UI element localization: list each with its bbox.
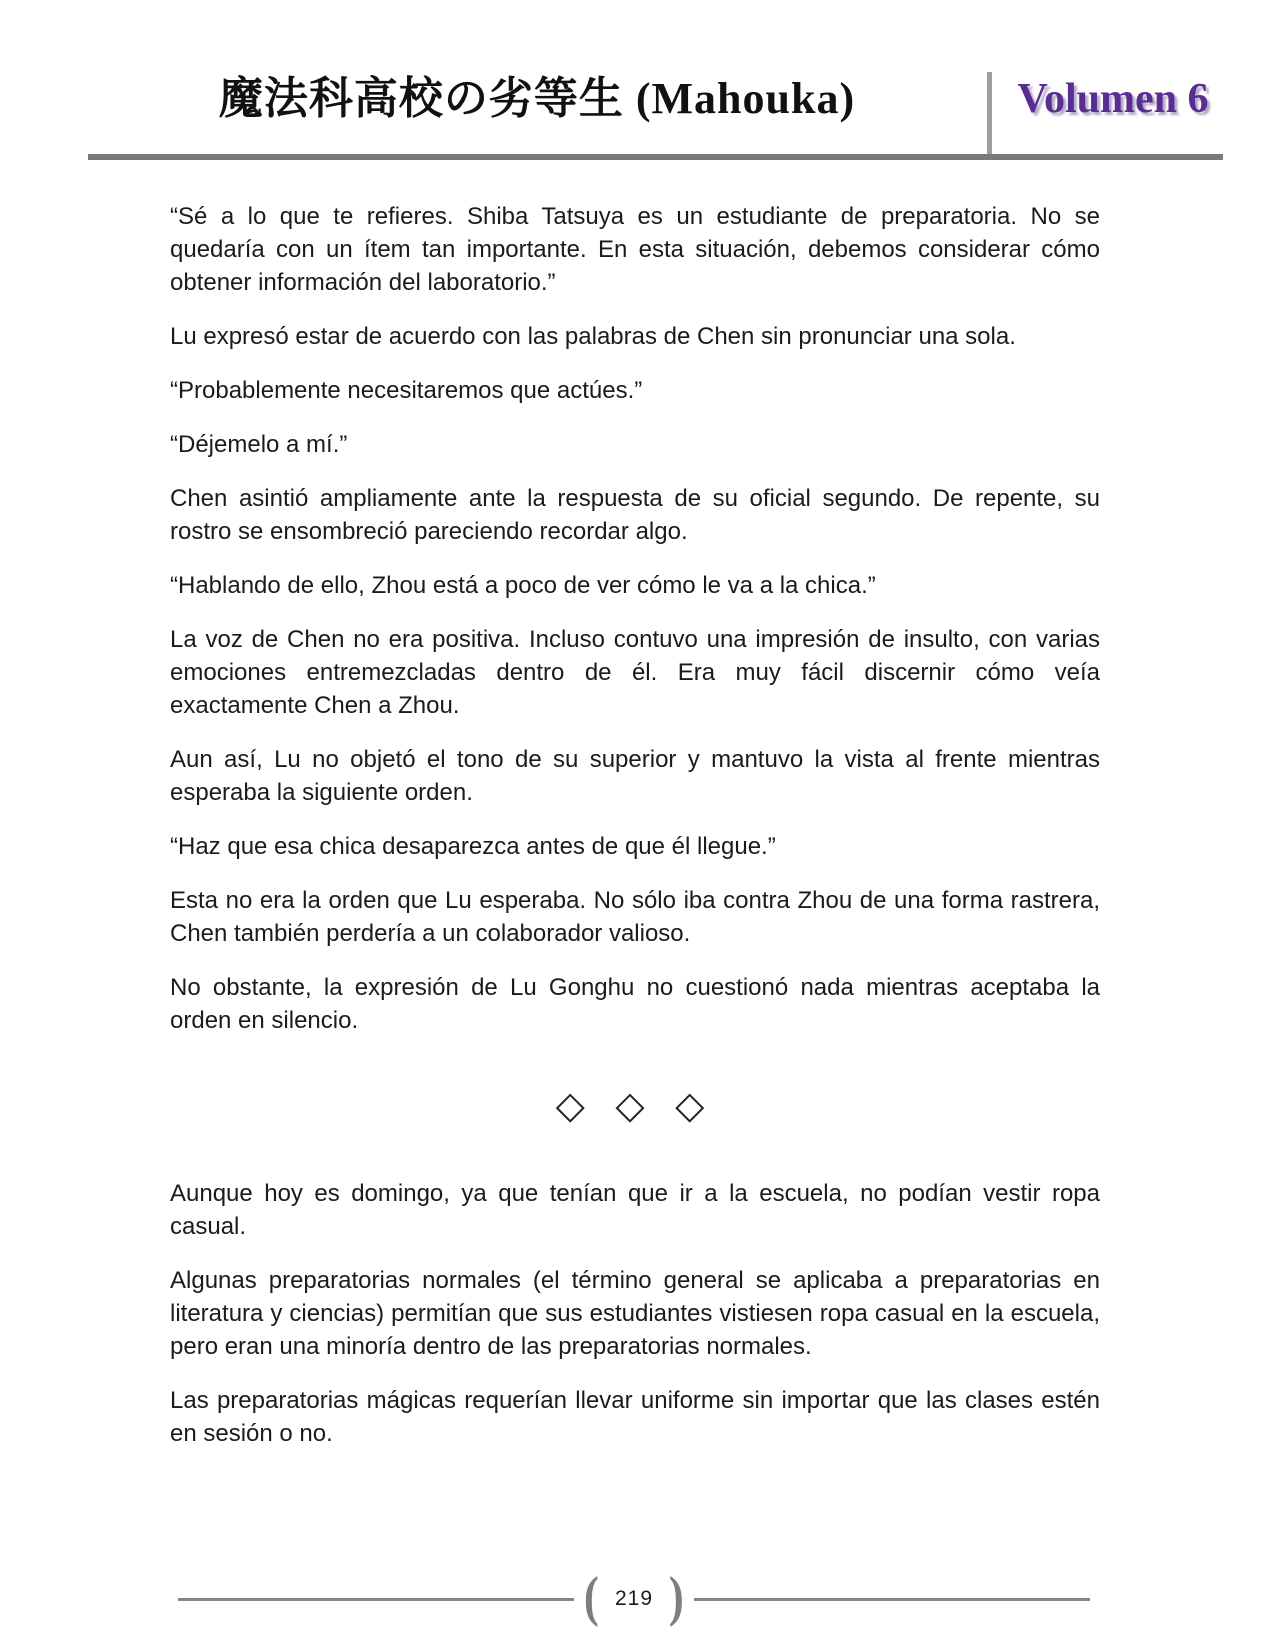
paragraph: La voz de Chen no era positiva. Incluso contuvo una impresión de insulto, con varias emociones entremezcladas dentro de él. Era muy fácil discernir cómo veía exactamente Chen a Zhou. <box>170 626 1100 719</box>
brace-left-icon: ( <box>584 1566 600 1628</box>
paragraph: “Haz que esa chica desaparezca antes de que él llegue.” <box>170 833 776 860</box>
page-title: 魔法科高校の劣等生 (Mahouka) <box>218 74 856 123</box>
paragraph: “Probablemente necesitaremos que actúes.” <box>170 377 643 404</box>
brace-right-icon: ) <box>668 1566 684 1628</box>
page-footer <box>178 1566 1090 1628</box>
footer-rule-right <box>694 1598 1090 1601</box>
paragraph: No obstante, la expresión de Lu Gonghu no cuestionó nada mientras aceptaba la orden en silencio. <box>170 974 1100 1034</box>
page-number: 219 <box>614 1587 654 1610</box>
paragraph: Lu expresó estar de acuerdo con las palabras de Chen sin pronunciar una sola. <box>170 323 1016 350</box>
paragraph: Aun así, Lu no objetó el tono de su superior y mantuvo la vista al frente mientras esperaba la siguiente orden. <box>170 746 1100 806</box>
paragraph: Las preparatorias mágicas requerían llevar uniforme sin importar que las clases estén en sesión o no. <box>170 1387 1100 1447</box>
footer-rule-left <box>178 1598 574 1601</box>
header-rule <box>88 154 1223 160</box>
paragraph: “Sé a lo que te refieres. Shiba Tatsuya es un estudiante de preparatoria. No se quedaría con un ítem tan importante. En esta situación, debemos considerar cómo obtener información del laboratorio.” <box>170 203 1100 296</box>
paragraph: Esta no era la orden que Lu esperaba. No sólo iba contra Zhou de una forma rastrera, Chen también perdería a un colaborador valioso. <box>170 887 1100 947</box>
paragraph: “Hablando de ello, Zhou está a poco de ver cómo le va a la chica.” <box>170 572 876 599</box>
volume-label: Volumen 6 <box>1017 76 1209 122</box>
paragraph: Aunque hoy es domingo, ya que tenían que ir a la escuela, no podían vestir ropa casual. <box>170 1180 1100 1240</box>
header-vertical-divider <box>987 72 992 160</box>
paragraph: “Déjemelo a mí.” <box>170 431 348 458</box>
paragraph: Algunas preparatorias normales (el término general se aplicaba a preparatorias en literatura y ciencias) permitían que sus estudiantes vistiesen ropa casual en la escuela, pero eran una minoría dentro de las preparatorias normales. <box>170 1267 1100 1360</box>
scene-break-ornament: ◇ ◇ ◇ <box>555 1085 715 1127</box>
paragraph: Chen asintió ampliamente ante la respuesta de su oficial segundo. De repente, su rostro se ensombreció pareciendo recordar algo. <box>170 485 1100 545</box>
body-text <box>170 200 1100 1471</box>
